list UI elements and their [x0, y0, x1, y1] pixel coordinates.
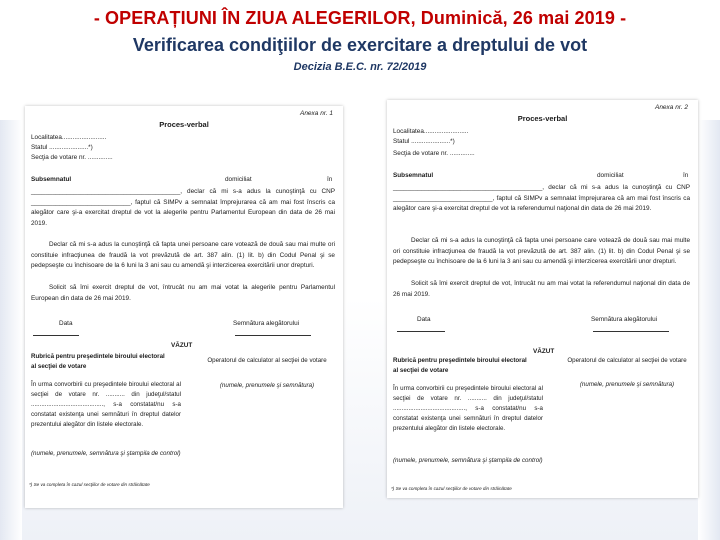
- in-label: în: [327, 176, 333, 183]
- slide-title: - OPERAȚIUNI ÎN ZIUA ALEGERILOR, Duminică, 26 mai 2019 -: [93, 8, 627, 28]
- localitatea-line: Localitatea.........................: [393, 128, 469, 135]
- anexa-2-document: [387, 100, 698, 498]
- operator-label: Operatorul de calculator al secţiei de votare: [567, 357, 687, 364]
- decision-reference: Decizia B.E.C. nr. 72/2019: [293, 61, 427, 73]
- data-label: Data: [417, 316, 431, 323]
- domiciliat-label: domiciliat: [597, 172, 624, 179]
- footnote: *) Se va completa în cazul secţiilor de votare din străinătate: [29, 482, 150, 487]
- vazut-label: VĂZUT: [533, 348, 555, 355]
- statul-line: Statul ......................*): [31, 144, 93, 151]
- left-decor-band: [0, 120, 22, 540]
- voter-signature-line: [593, 331, 669, 332]
- right-decor-band: [698, 120, 720, 540]
- date-signature-line: [397, 331, 445, 332]
- sectia-line: Secţia de votare nr. ..............: [31, 154, 113, 161]
- president-signature-note: (numele, prenumele, semnătura şi ştampila de control): [393, 457, 543, 464]
- localitatea-line: Localitatea.........................: [31, 134, 107, 141]
- domiciliat-label: domiciliat: [225, 176, 252, 183]
- footnote: *) Se va completa în cazul secţiilor de votare din străinătate: [391, 486, 512, 491]
- anexa-1-document: [25, 106, 343, 508]
- paragraph-1: __________________________________________, declar că mi s-a adus la cunoştinţă cu CNP ____________________________, faptul că SIMPv a semnalat împrejurarea că am mai fost înscris ca alegător care şi-a exercitat dreptul de vot la referendumul naţional din data de 26 mai 2019.: [393, 184, 690, 213]
- anexa-label: Anexa nr. 1: [299, 110, 333, 117]
- rubrica-label: Rubrică pentru preşedintele biroului electoral al secţiei de votare: [31, 353, 165, 370]
- president-statement: În urma convorbirii cu preşedintele biroului electoral al secţiei de votare nr. ........... din judeţul/statul .........................................., s-a constatat/nu s-a constatat existenţa unei semnături în dreptul datelor prezentului alegător din listele electorale.: [31, 381, 181, 428]
- subsemnatul-label: Subsemnatul: [31, 176, 72, 183]
- vazut-label: VĂZUT: [171, 342, 193, 349]
- in-label: în: [683, 172, 689, 179]
- anexa-label: Anexa nr. 2: [654, 104, 688, 111]
- operator-signature-note: (numele, prenumele şi semnătura): [579, 381, 675, 388]
- signature-label: Semnătura alegătorului: [233, 320, 300, 327]
- statul-line: Statul ......................*): [393, 138, 455, 145]
- paragraph-3: Solicit să îmi exercit dreptul de vot, întrucât nu am mai votat la alegerile pentru Parlamentul European din data de 26 mai 2019.: [31, 284, 335, 302]
- signature-label: Semnătura alegătorului: [591, 316, 658, 323]
- slide-subtitle: Verificarea condiţiilor de exercitare a dreptului de vot: [132, 35, 588, 55]
- subsemnatul-label: Subsemnatul: [393, 172, 434, 179]
- rubrica-label: Rubrică pentru preşedintele biroului electoral al secţiei de votare: [393, 357, 527, 374]
- document-title: Proces-verbal: [159, 120, 209, 129]
- president-signature-note: (numele, prenumele, semnătura şi ştampila de control): [31, 450, 181, 457]
- paragraph-1: __________________________________________, declar că mi s-a adus la cunoştinţă cu CNP ____________________________, faptul că SIMPv a semnalat împrejurarea că am mai fost înscris ca alegător care şi-a exercitat dreptul de vot la alegerile pentru Parlamentul European din data de 26 mai 2019.: [31, 188, 335, 227]
- document-title: Proces-verbal: [517, 114, 568, 123]
- president-statement: În urma convorbirii cu preşedintele biroului electoral al secţiei de votare nr. ........... din judeţul/statul .........................................., s-a constatat/nu s-a constatat existenţa unei semnături în dreptul datelor prezentului alegător din listele electorale.: [393, 385, 543, 432]
- paragraph-3: Solicit să îmi exercit dreptul de vot, întrucât nu am mai votat la referendumul naţional din data de 26 mai 2019.: [393, 280, 690, 298]
- voter-signature-line: [235, 335, 311, 336]
- sectia-line: Secţia de votare nr. ..............: [393, 150, 475, 157]
- paragraph-2: Declar că mi s-a adus la cunoştinţă că fapta unei persoane care votează de două sau mai multe ori constituie infracţiunea de fraudă la vot prevăzută de art. 387 alin. (1) lit. b) din Codul Penal şi se pedepseşte cu închisoare de la 6 luni la 3 ani sau cu amendă şi interzicerea exercitării unor drepturi.: [393, 237, 690, 266]
- date-signature-line: [33, 335, 79, 336]
- operator-label: Operatorul de calculator al secţiei de votare: [207, 357, 327, 364]
- paragraph-2: Declar că mi s-a adus la cunoştinţă că fapta unei persoane care votează de două sau mai multe ori constituie infracţiunea de fraudă la vot prevăzută de art. 387 alin. (1) lit. b) din Codul Penal şi se pedepseşte cu închisoare de la 6 luni la 3 ani sau cu amendă şi interzicerea exercitării unor drepturi.: [31, 241, 335, 270]
- data-label: Data: [59, 320, 73, 327]
- operator-signature-note: (numele, prenumele şi semnătura): [219, 382, 315, 389]
